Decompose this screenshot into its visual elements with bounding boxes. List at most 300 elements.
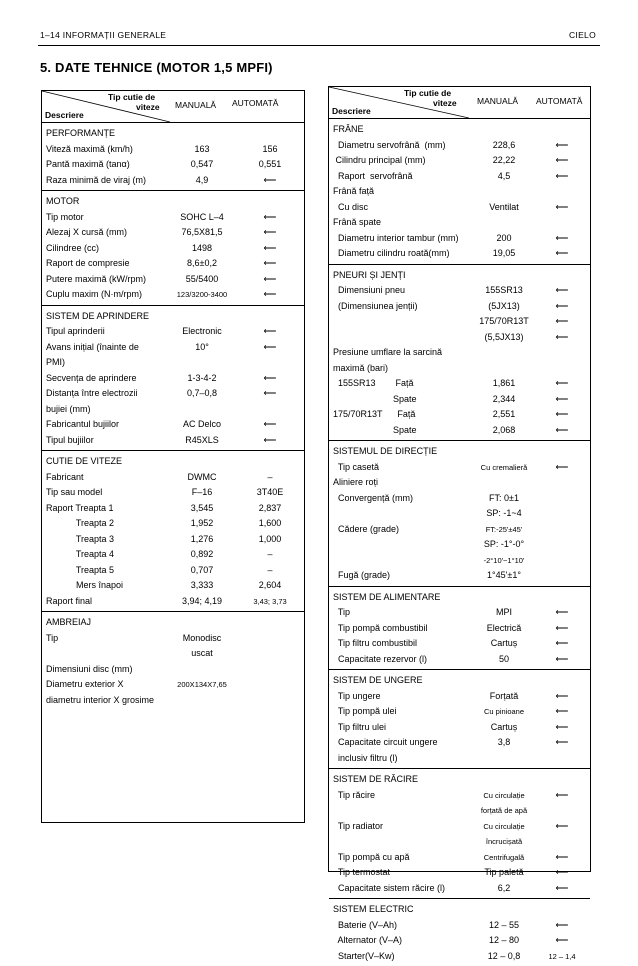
manual-value: SP: -1~4 [486,508,522,518]
spec-label: Treapta 5 [46,564,115,575]
spec-row [329,673,590,689]
manual-value: 200X134X7,65 [177,680,227,689]
spec-row [42,386,304,402]
spec-row [329,268,590,284]
manual-value: 1,861 [492,378,516,388]
same-as-manual-arrow-icon: ⟵ [555,919,569,930]
manual-value: Monodisc [182,632,222,643]
same-as-manual-arrow-icon: ⟵ [555,155,569,165]
page-header-right: CIELO [568,30,596,40]
spec-label: Presiune umflare la sarcină [333,347,443,357]
spec-row [42,646,304,662]
spec-row [329,361,590,377]
spec-section [42,451,304,612]
spec-row [329,506,590,522]
spec-label: Cilindree (cc) [46,242,100,253]
spec-label: Treapta 2 [46,518,115,528]
automatic-value: 3,43; 3,73 [253,596,287,606]
same-as-manual-arrow-icon: ⟵ [555,638,569,648]
spec-section [329,670,590,769]
spec-label: Frână față [333,186,375,196]
spec-row [329,834,590,850]
manual-value: 200 [496,232,512,243]
same-as-manual-arrow-icon: ⟵ [263,434,277,445]
right-header-descriere: Descriere [332,106,371,116]
automatic-value: – [267,564,273,575]
manual-value: 163 [194,143,210,154]
automatic-value: 2,837 [258,502,282,513]
spec-label: Tip pompă combustibil [333,622,428,633]
manual-value: 3,94; 4,19 [181,595,223,606]
spec-row [329,200,590,216]
manual-value: 6,2 [497,882,511,893]
spec-label: Mers înapoi [46,580,124,590]
spec-row [329,184,590,200]
spec-row [329,475,590,491]
same-as-manual-arrow-icon: ⟵ [555,232,569,243]
spec-row [42,157,304,173]
spec-row [329,407,590,423]
spec-row [329,246,590,262]
same-as-manual-arrow-icon: ⟵ [263,227,277,237]
spec-label: bujiei (mm) [46,403,91,414]
manual-value: 3,8 [497,737,511,747]
same-as-manual-arrow-icon: ⟵ [263,242,277,253]
same-as-manual-arrow-icon: ⟵ [555,789,569,800]
spec-label: Tip casetă [333,461,380,472]
spec-row [329,788,590,804]
right-header-manuala: MANUALĂ [477,96,519,106]
manual-value: 12 – 0,8 [487,950,521,961]
same-as-manual-arrow-icon: ⟵ [555,331,569,342]
spec-row [329,553,590,569]
right-spec-table [328,86,591,961]
spec-label: Cuplu maxim (N·m/rpm) [46,289,143,299]
manual-value: 3,333 [190,580,214,590]
spec-label: Fugă (grade) [333,570,391,580]
spec-label: Tip motor [46,211,84,222]
spec-label: Tip sau model [46,487,103,497]
spec-row [42,225,304,241]
spec-label: diametru interior X grosime [46,694,155,705]
spec-label: Tip termostat [333,867,391,877]
spec-label: SISTEM DE APRINDERE [46,310,150,321]
same-as-manual-arrow-icon: ⟵ [263,372,277,383]
manual-value: 10° [195,341,209,352]
automatic-value: 0,551 [258,159,282,169]
manual-value: 2,068 [492,424,516,435]
spec-label: Tip radiator [333,820,384,831]
manual-value: Forțată [489,690,519,701]
spec-label: Capacitate sistem răcire (l) [333,882,446,893]
spec-row [42,693,304,709]
spec-row [329,122,590,138]
spec-row [329,949,590,965]
spec-label: PMI) [46,357,65,367]
spec-label: Raport servofrână [333,170,413,181]
spec-row [42,126,304,142]
spec-row [329,902,590,918]
same-as-manual-arrow-icon: ⟵ [555,851,569,862]
manual-value: 1°45'±1° [487,570,521,580]
spec-row [329,590,590,606]
right-table-header [329,87,590,119]
spec-row [329,345,590,361]
manual-value: 0,547 [190,159,214,169]
same-as-manual-arrow-icon: ⟵ [555,424,569,435]
same-as-manual-arrow-icon: ⟵ [555,285,569,295]
spec-row [42,433,304,449]
manual-value: AC Delco [182,419,221,429]
manual-value: 76,5X81,5 [181,227,223,237]
spec-row [329,772,590,788]
spec-label: Tip răcire [333,789,376,800]
automatic-value: 12 – 1,4 [548,951,576,961]
manual-value: FT:-25'±45' [485,524,523,534]
spec-label: Treapta 3 [46,533,115,544]
spec-row [329,460,590,476]
manual-value: DWMC [187,471,217,482]
header-rule [38,45,600,46]
automatic-value: 2,604 [258,580,282,590]
spec-label: Tip [46,632,59,643]
spec-label: Raport de compresie [46,258,130,268]
spec-section [42,191,304,306]
manual-value: 2,551 [492,409,516,419]
spec-row [329,215,590,231]
spec-label: PNEURI ȘI JENȚI [333,269,406,280]
spec-label: Convergență (mm) [333,492,414,503]
spec-label: SISTEMUL DE DIRECȚIE [333,446,438,456]
spec-label: FRÂNE [333,124,364,134]
spec-label: SISTEM DE UNGERE [333,675,423,685]
spec-row [329,568,590,584]
spec-section [329,265,590,442]
spec-label: Tipul aprinderii [46,326,105,336]
manual-value: (5,5JX13) [484,331,524,342]
manual-value: 228,6 [492,139,516,150]
automatic-value: – [267,549,273,559]
manual-value: 12 – 80 [488,935,520,945]
spec-row [42,324,304,340]
spec-label: Dimensiuni pneu [333,285,406,295]
spec-label: Distanța între electrozii [46,388,138,398]
same-as-manual-arrow-icon: ⟵ [555,690,569,701]
manual-value: Cu circulație [483,790,525,800]
automatic-value: 1,600 [258,518,282,528]
spec-row [329,751,590,767]
manual-value: 0,7–0,8 [186,388,218,398]
spec-label: Diametru interior tambur (mm) [333,232,459,243]
manual-value: Electrică [486,622,522,633]
spec-label: Alternator (V–A) [333,935,403,945]
manual-value: 123/3200-3400 [176,290,228,299]
spec-row [329,933,590,949]
spec-label: Aliniere roți [333,477,379,487]
spec-row [329,652,590,668]
same-as-manual-arrow-icon: ⟵ [555,393,569,404]
same-as-manual-arrow-icon: ⟵ [263,289,277,299]
manual-value: Electronic [182,326,222,336]
spec-label: 155SR13 Față [333,378,414,388]
spec-row [42,309,304,325]
spec-label: Viteză maximă (km/h) [46,143,133,154]
spec-label: Putere maximă (kW/rpm) [46,273,147,284]
left-header-descriere: Descriere [45,110,84,120]
spec-row [329,392,590,408]
page-header-left: 1–14 INFORMAȚII GENERALE [40,30,167,40]
right-table-body [329,119,590,966]
spec-row [329,735,590,751]
spec-label: Baterie (V–Ah) [333,919,398,930]
manual-value: 175/70R13T [479,316,529,326]
page-title: 5. DATE TEHNICE (MOTOR 1,5 MPFI) [40,60,273,75]
manual-value: 2,344 [492,393,516,404]
spec-section [329,119,590,265]
spec-row [329,522,590,538]
spec-row [42,272,304,288]
manual-value: SOHC L–4 [180,211,224,222]
spec-label: maximă (bari) [333,362,389,373]
spec-label: Raport final [46,595,93,606]
right-header-tip: Tip cutie de [404,88,452,98]
same-as-manual-arrow-icon: ⟵ [263,273,277,284]
same-as-manual-arrow-icon: ⟵ [555,461,569,472]
automatic-value: 3T40E [256,487,284,497]
spec-row [42,615,304,631]
spec-row [42,173,304,189]
spec-row [42,631,304,647]
left-spec-table [41,90,305,823]
manual-value: R45XLS [185,434,219,445]
spec-row [329,153,590,169]
spec-label: SISTEM DE RĂCIRE [333,774,419,784]
spec-row [329,330,590,346]
spec-row [329,803,590,819]
spec-label: Diametru exterior X [46,679,124,689]
spec-label: Avans inițial (înainte de [46,341,139,352]
spec-row [42,287,304,303]
manual-value: 3,545 [190,502,214,513]
manual-value: 1-3-4-2 [187,372,217,383]
spec-row [42,241,304,257]
spec-row [42,501,304,517]
spec-row [329,881,590,897]
right-header-viteze: viteze [433,98,457,108]
manual-value: 1,276 [190,533,214,544]
spec-row [329,704,590,720]
manual-value: 1498 [191,242,213,253]
manual-value: Ventilat [489,201,519,212]
manual-value: Centrifugală [483,852,525,862]
spec-row [329,423,590,439]
spec-row [329,865,590,881]
spec-row [42,402,304,418]
manual-value: 50 [498,653,509,664]
spec-label: Raport Treapta 1 [46,502,114,513]
same-as-manual-arrow-icon: ⟵ [263,211,277,222]
left-table-header [42,91,304,123]
manual-value: forțată de apă [480,806,528,815]
spec-label: PERFORMANȚE [46,128,116,138]
spec-label: SISTEM DE ALIMENTARE [333,591,441,602]
spec-row [42,662,304,678]
spec-row [42,563,304,579]
same-as-manual-arrow-icon: ⟵ [555,737,569,747]
same-as-manual-arrow-icon: ⟵ [555,378,569,388]
same-as-manual-arrow-icon: ⟵ [263,326,277,336]
same-as-manual-arrow-icon: ⟵ [263,258,277,268]
spec-row [42,594,304,610]
manual-value: 1,952 [190,518,214,528]
spec-label: CUTIE DE VITEZE [46,456,123,466]
spec-row [42,485,304,501]
left-header-tip: Tip cutie de [108,92,156,102]
spec-label: Diametru cilindru roată(mm) [333,248,450,258]
manual-value: Cartuș [490,638,518,648]
spec-row [329,169,590,185]
spec-label: (Dimensiunea jenții) [333,300,418,311]
same-as-manual-arrow-icon: ⟵ [555,721,569,732]
same-as-manual-arrow-icon: ⟵ [555,201,569,212]
manual-value: uscat [191,648,213,658]
same-as-manual-arrow-icon: ⟵ [555,820,569,831]
spec-label: Tip pompă cu apă [333,851,410,862]
spec-row [42,340,304,356]
spec-section [42,306,304,452]
spec-label: Tipul bujiilor [46,434,94,445]
left-header-viteze: viteze [136,102,160,112]
manual-value: Cu cremalieră [480,462,528,472]
spec-label: Raza minimă de viraj (m) [46,174,147,185]
manual-value: MPI [495,607,512,617]
spec-label: 175/70R13T Față [333,409,416,419]
same-as-manual-arrow-icon: ⟵ [555,607,569,617]
spec-row [42,532,304,548]
spec-row [42,578,304,594]
spec-label: Treapta 4 [46,549,115,559]
spec-row [329,605,590,621]
spec-row [42,256,304,272]
spec-label: Frână spate [333,217,382,227]
same-as-manual-arrow-icon: ⟵ [555,139,569,150]
spec-row [42,194,304,210]
spec-label: Tip filtru ulei [333,721,387,732]
spec-label: Capacitate rezervor (l) [333,653,428,664]
spec-row [329,299,590,315]
same-as-manual-arrow-icon: ⟵ [555,248,569,258]
same-as-manual-arrow-icon: ⟵ [555,935,569,945]
manual-value: încrucișată [485,837,523,846]
spec-section [42,123,304,191]
spec-label: Spate [333,424,417,435]
spec-row [329,444,590,460]
spec-label: Tip filtru combustibil [333,638,418,648]
manual-value: 19,05 [492,248,516,258]
spec-row [329,376,590,392]
spec-row [329,819,590,835]
same-as-manual-arrow-icon: ⟵ [555,300,569,311]
spec-label: Capacitate circuit ungere [333,737,438,747]
manual-value: Cu pinioane [483,707,525,716]
spec-row [329,491,590,507]
manual-value: Cu circulație [483,821,525,831]
spec-section [329,899,590,966]
spec-row [42,417,304,433]
manual-value: 22,22 [492,155,516,165]
manual-value: 4,9 [195,174,209,185]
same-as-manual-arrow-icon: ⟵ [555,653,569,664]
spec-section [42,612,304,710]
automatic-value: 1,000 [258,533,282,544]
spec-row [42,454,304,470]
spec-section [329,441,590,587]
automatic-value: – [267,471,273,482]
manual-value: 4,5 [497,170,511,181]
manual-value: 12 – 55 [488,919,520,930]
manual-value: 155SR13 [485,285,523,295]
spec-row [329,621,590,637]
manual-value: FT: 0±1 [489,492,519,503]
same-as-manual-arrow-icon: ⟵ [555,882,569,893]
spec-row [42,470,304,486]
spec-row [42,547,304,563]
spec-row [329,636,590,652]
spec-label: Secvența de aprindere [46,372,137,383]
spec-label: Cu disc [333,201,369,212]
manual-value: Cartuș [490,721,518,732]
spec-label: Fabricant [46,471,84,482]
manual-value: 8,6±0,2 [187,258,217,268]
spec-section [329,769,590,899]
spec-row [42,355,304,371]
manual-value: 55/5400 [185,273,219,284]
spec-row [329,314,590,330]
spec-label: Cădere (grade) [333,523,400,534]
spec-row [42,142,304,158]
same-as-manual-arrow-icon: ⟵ [555,170,569,181]
same-as-manual-arrow-icon: ⟵ [555,867,569,877]
spec-label: Starter(V–Kw) [333,950,395,961]
spec-row [42,371,304,387]
spec-label: Tip ungere [333,690,381,701]
same-as-manual-arrow-icon: ⟵ [555,316,569,326]
same-as-manual-arrow-icon: ⟵ [263,419,277,429]
spec-row [329,283,590,299]
same-as-manual-arrow-icon: ⟵ [555,409,569,419]
left-header-manuala: MANUALĂ [175,100,217,110]
manual-value: 0,892 [190,549,214,559]
spec-row [329,138,590,154]
spec-row [42,210,304,226]
spec-label: MOTOR [46,196,80,206]
spec-label: Tip pompă ulei [333,706,397,716]
manual-value: F–16 [191,487,213,497]
manual-value: Tip paletă [484,867,524,877]
left-header-automata: AUTOMATĂ [232,98,279,108]
spec-row [329,689,590,705]
spec-label: Spate [333,393,417,404]
spec-label: Cilindru principal (mm) [333,155,426,165]
spec-label: Diametru servofrână (mm) [333,139,446,150]
manual-value: -2°10'~1°10' [483,555,525,565]
spec-row [329,537,590,553]
same-as-manual-arrow-icon: ⟵ [263,388,277,398]
spec-label: Dimensiuni disc (mm) [46,663,133,674]
same-as-manual-arrow-icon: ⟵ [263,341,277,352]
spec-label: AMBREIAJ [46,617,92,627]
manual-value: SP: -1°-0° [483,539,525,549]
